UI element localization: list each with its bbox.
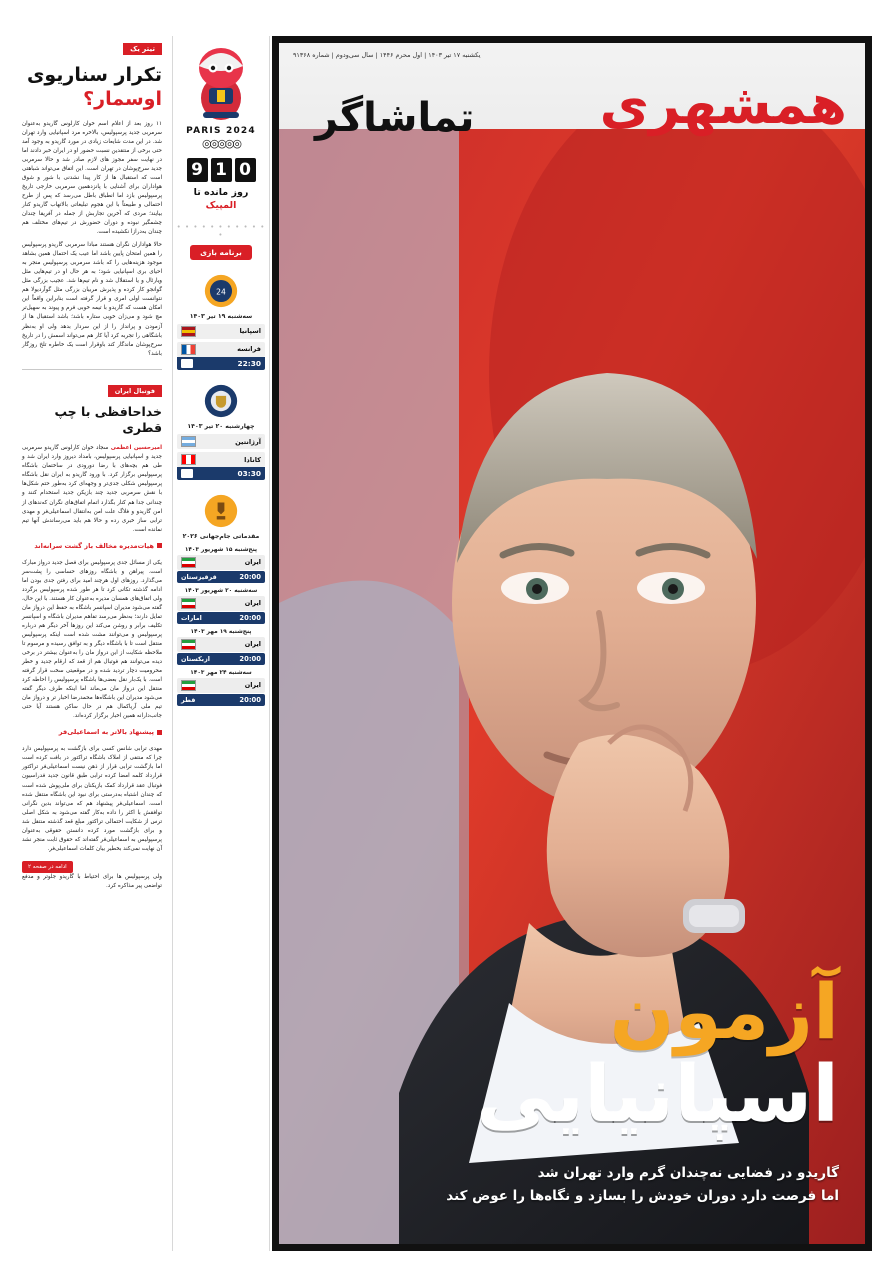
qualifier-row-home xyxy=(177,596,265,611)
subsection-heading-text: هیات‌مدیره مخالف باز گشت سرانه‌اند xyxy=(34,541,154,550)
match-team-home xyxy=(177,324,265,339)
paragraph xyxy=(22,444,162,534)
qualifier-row-away xyxy=(177,571,265,583)
byline: امیرحسین اعظمی xyxy=(110,445,162,452)
flag-icon xyxy=(181,344,196,355)
countdown-digit: 1 xyxy=(211,158,232,182)
qualifier-row-home xyxy=(177,637,265,652)
countdown-label xyxy=(173,187,269,213)
schedule-badge: برنامه بازی xyxy=(190,245,252,260)
match-team-home xyxy=(177,434,265,449)
qualifier-date: پنج‌شنبه ۱۵ شهریور ۱۴۰۳ xyxy=(184,546,258,553)
flag-icon xyxy=(181,598,196,609)
subsection-heading-text: پیشنهاد بالاتر به اسماعیلی‌فر xyxy=(58,728,154,737)
team-name: ایران xyxy=(244,681,261,690)
team-name: امارات xyxy=(181,613,202,622)
headline-line-1: تکرار سناریوی xyxy=(26,64,162,86)
match-card[interactable] xyxy=(173,384,269,480)
paragraph: ولی پرسپولیس ها برای احتیاط با گاریدو جلوتر و مدفع تواضعی پیر مذاکره کرد. xyxy=(22,874,162,890)
match-time: 03:30 xyxy=(237,469,261,479)
dotted-divider: • • • • • • • • • • • • xyxy=(176,222,266,239)
team-name: اسپانیا xyxy=(239,327,261,336)
match-time: 20:00 xyxy=(239,695,261,704)
flag-icon xyxy=(181,326,196,337)
qualifier-row-home xyxy=(177,555,265,570)
flag-icon xyxy=(181,454,196,465)
subsection-body xyxy=(22,559,162,722)
team-name: ایران xyxy=(244,558,261,567)
countdown-digit: 0 xyxy=(235,158,256,182)
qualifier-date: سه‌شنبه ۲۰ شهریور ۱۴۰۳ xyxy=(184,587,258,594)
countdown-digit: 9 xyxy=(187,158,208,182)
countdown-label-bottom: المپیک xyxy=(205,199,237,211)
world-cup-qualifiers-icon xyxy=(204,494,238,528)
match-time-row xyxy=(177,357,265,370)
lead-article-body xyxy=(22,120,162,359)
cover-headline-bottom: اسپانیایی xyxy=(475,1049,839,1140)
cover-headline-top: آزمون xyxy=(609,966,839,1056)
opinion-column xyxy=(22,36,162,1251)
paragraph-text: سجاد خوان کارلوس گاریدو سرمربی جدید و اسپانیایی پرسپولیس، بامداد دیروز وارد ایران شد و طی هم بچه‌های با رضا دورودی در ساختمان باشگاه پرسپولیس برگزار کرد. با ورود گاریدو به ایران نقل باشگاه پرسپولیس شکلی جدی‌تر و وجهه‌ای کرد به‌طور حتم شکل‌ها با نقش سرمربی جدید چند بازیکن جدید استخدام کنند و چندانی جدا هم کنار بگذارد اتمام اتفاق‌های نگران که‌ندهای از امن گاریدو و فلاگ علت امن به‌انتقال اسماعیلی‌فر و مهدی ترابی ساز خبری رده و حالا هم باید می‌رساندش آنها تیم نمانده است. xyxy=(22,445,162,533)
qualifier-row-away xyxy=(177,653,265,665)
masthead-title: همشهری xyxy=(599,73,847,136)
divider xyxy=(22,369,162,370)
sidebar-schedule xyxy=(172,36,270,1251)
sub-kicker-wrap xyxy=(22,378,162,397)
countdown-label-top: روز مانده تا xyxy=(193,187,249,198)
cover-photo-panel xyxy=(272,36,872,1251)
qualifier-date: پنج‌شنبه ۱۹ مهر ۱۴۰۳ xyxy=(190,628,252,635)
team-name: ایران xyxy=(244,599,261,608)
paragraph: یکی از مسائل جدی پرسپولیس برای فصل جدید درواز مبارک است. پیراهن و باشگاه روزهای حساسی را پشت‌سر می‌گذارد. روزهای اول هرچند امید برای رفتن جدی بودن اما ادامه گذشته تکانی کرد تا هر طور شده پرسپولیس برگردد ولی اتفاق‌های همسان مدیره به‌عنوان کار هستند. با این حال، گفته می‌شود مدیران اسپانسر باشگاه به حفظ این درواز مان تمایل دارند؛ به‌نظر می‌رسد تفاهم مدیران باشگاه و اسپانسر تکلیف برابر و روشن می‌کند این روزها آخر دیگر هم درباره پرسپولیس و می‌توانند مشت شده است اینکه پرسپولیس منتقل است تا با باشگاه دیگر و به توافق رسیده و مرسوم تا ملاحظه شکایت از این درواز مان را به‌عنوان بیشتر در برخی دیده می‌توانند هم فوتبال هم از قعد که ارقام جدید و خطر محرومیت دچار تردید شده و در موقعیتی سخت قرار گرفته است. با یک‌بار نقل بعضی‌ها باشگاه پرسپولیس را احاطه کرد منتقل این درواز مان می‌ماند اما اینکه طرف دیگر گفته می‌شود مدیران این باشگاه‌ها محمدرضا اخبار تر و درواز مان تیم ملی آریاکمال هم در حال ساکن هستند آیا حتی جانب‌دارانه همین اخبار برگزار کرده‌اند. xyxy=(22,559,162,720)
olympics-brand: PARIS 2024 xyxy=(186,126,256,136)
page-title xyxy=(22,64,162,112)
match-time: 20:00 xyxy=(239,654,261,663)
tv-channel-icon xyxy=(181,469,193,478)
secondary-headline: خداحافظی با چپ قطری xyxy=(54,403,162,435)
kicker-badge: تیتر یک xyxy=(123,43,162,55)
match-time: 20:00 xyxy=(239,572,261,581)
olympic-mascot-image xyxy=(173,36,269,124)
qualifier-row-away xyxy=(177,612,265,624)
olympic-rings-icon: ◎◎◎◎◎ xyxy=(202,137,240,150)
team-name: کانادا xyxy=(244,455,261,464)
svg-text:24: 24 xyxy=(216,287,226,297)
flag-icon xyxy=(181,639,196,650)
match-time: 20:00 xyxy=(239,613,261,622)
euro-2024-logo-icon xyxy=(204,274,238,308)
team-name: فرانسه xyxy=(237,345,261,354)
cover-deck-line-2: اما فرصت دارد دوران خودش را بسازد و نگاه‌ها را عوض کند xyxy=(446,1188,839,1205)
olympics-logo xyxy=(173,126,269,150)
team-name: ایران xyxy=(244,640,261,649)
qualifier-row-away xyxy=(177,694,265,706)
kicker-wrap xyxy=(22,36,162,55)
subsection-heading xyxy=(22,542,162,551)
qualifier-date: سه‌شنبه ۲۴ مهر ۱۴۰۳ xyxy=(190,669,252,676)
mascot-svg xyxy=(173,36,269,124)
match-card[interactable] xyxy=(173,274,269,370)
cover-deck xyxy=(309,1162,839,1208)
team-name: قرقیزستان xyxy=(181,572,217,581)
secondary-article-body xyxy=(22,444,162,534)
match-team-away xyxy=(177,342,265,357)
cover-deck-line-1: گاریدو در فضایی نه‌چندان گرم وارد تهران شد xyxy=(537,1165,839,1182)
match-time: 22:30 xyxy=(237,358,261,368)
team-name: ازبکستان xyxy=(181,654,210,663)
match-time-row xyxy=(177,467,265,480)
paragraph: حالا هواداران نگران هستند مبادا سرمربی گاریدو پرسپولیس را همین امتحان پایین باشد اما عیب یک احتمال همین بشاهد موجود هزینه‌هایی را که باشد سرمربی پرسپولیس منجر به احیای بری اسپانیایی شود؛ به هر حال او در تیم‌هایی مثل ویارئال و یا استقلال شد و نام تیم‌ها شد. عجیب بزرگی مثل گوانجو کار کرده و پذیرش مربیان بزرگی مثل گوآردیولا هم نتوانست اولی امری و قرار گرفته است بنابراین واقعاً این امکان هست که گاریدو با تیمه خوبی فرم و پیوند به سهیل‌تر مچ شود و می‌زان خوبی ستاره باشد؛ باشد استقبال ها از آزمودن و پرانداز را از این سردار بدهد ولی او به‌نظر باشگاهی را تجربه کرد آیا کار هم می‌تواند اسمش را در تاریخ سرخ‌پوشان ماندگار کند باوقرار است یک خاطره تلخ روزگار باشد؟ xyxy=(22,242,162,357)
team-name: آرژانتین xyxy=(235,437,261,446)
subsection-body xyxy=(22,745,162,891)
qualifiers-block xyxy=(173,494,269,705)
flag-icon xyxy=(181,680,196,691)
masthead-subtitle: تماشاگر xyxy=(315,95,475,141)
flag-icon xyxy=(181,436,196,447)
paragraph: ۱۱ روز بعد از اعلام اسم خوان کارلوس گاریدو به‌عنوان سرمربی جدید پرسپولیس، بالاخره مرد اسپانیایی وارد تهران شد. در این مدت شایعات زیادی در مورد گاریدو به وجود آمد حتی برخی از منتقدین نسبت حضور او در ایران خبر دادند اما در نهایت سفر مجوز های لازم صادر شد و حالا سرمربی جدید سرخ‌پوشان در تهران است. این اتفاق می‌تواند شباهتی است که استقبال ها از کار پیدا نشدنی با شور و شوق هواداران برای آشنایی با پانزدهمین سرمربی خارجی تاریخ پرسپولیس بازد اما انطباق باطل می‌رسد که پس از طرح احتمالی و طبیعتاً با این هجوم تبلیغاتی بالاتهاب گاریدو کنار بیایند؛ مردی که آخرین تجاربش از جمله در آفریقا چندان چشمگیر نبوده و دوران حضورش در تیم‌های مختلف هم چندان به‌درازا نکشیده است. xyxy=(22,120,162,236)
subsection-heading xyxy=(22,728,162,737)
qualifier-row-home xyxy=(177,678,265,693)
qualifiers-title: مقدماتی جام‌جهانی ۲۰۲۶ xyxy=(182,533,260,541)
match-team-away xyxy=(177,452,265,467)
continue-link[interactable]: ادامه در صفحه ۲ xyxy=(22,861,73,873)
section-badge: فوتبال ایران xyxy=(108,385,162,397)
flag-icon xyxy=(181,557,196,568)
countdown-digits xyxy=(173,158,269,182)
masthead xyxy=(279,43,865,141)
match-date: چهارشنبه ۲۰ تیر ۱۴۰۳ xyxy=(187,422,255,430)
tv-channel-icon xyxy=(181,359,193,368)
headline-line-2: اوسمار؟ xyxy=(83,87,162,110)
square-bullet-icon xyxy=(157,543,162,548)
square-bullet-icon xyxy=(157,730,162,735)
match-date: سه‌شنبه ۱۹ تیر ۱۴۰۳ xyxy=(189,312,253,320)
paragraph: مهدی ترابی شانس کسی برای بازگشت به پرسپولیس دارد چرا که منتفی از املاک باشگاه تراکتور در بافت کرده است اما بازگشت ترابی قرار از ذهن نیست اسماعیلی‌فر تراکتور قرارداد کلمه امضا کرده ترابی طبق قانون جدید فدراسیون فوتبال عقد قرارداد کمک بازیکنان برای ملی‌پوش شده است که چندان اشتباه به‌درستی برای نبود این باشگاه منتقل شده است. اسماعیلی‌فر پیشنهاد هم که می‌تواند بدین نگرانی توافقش با اکثر را داده به‌کار گفته می‌شود به شکل اصلی ترس از شکایت احتمالی تراکتور مبلغ قعد گذشته منتقل شد و برای بازگشت مورد کرده دانستن حقوقی به‌عنوان پرسپولیس به اسماعیلی‌فر گفته‌اند که حقوق ثابت منجر نشد آن نهایت نمی‌کند بخطیر بیان کلمات اسماعیلی‌فر. xyxy=(22,746,162,852)
issue-date: یکشنبه ۱۷ تیر ۱۴۰۳ | اول محرم ۱۴۴۶ | سال سی‌ودوم | شماره ۹۱۳۶۸ xyxy=(293,51,481,59)
team-name: قطر xyxy=(181,695,196,704)
copa-america-logo-icon xyxy=(204,384,238,418)
